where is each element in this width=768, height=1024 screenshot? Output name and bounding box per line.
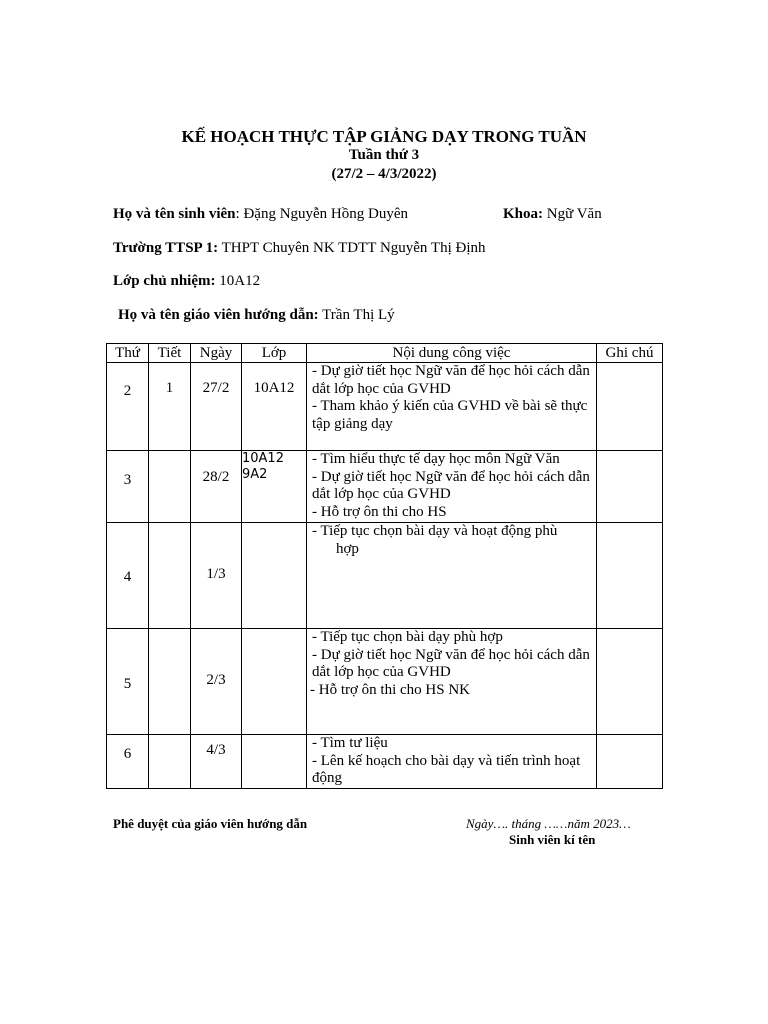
cell-ngay-text: 27/2 (202, 380, 230, 396)
content-line: - Tiếp tục chọn bài dạy và hoạt động phù (312, 523, 558, 539)
school-value: THPT Chuyên NK TDTT Nguyễn Thị Định (218, 240, 486, 256)
cell-thu (107, 451, 149, 523)
table-row (107, 523, 663, 629)
cell-tiet (149, 629, 191, 735)
cell-thu (107, 629, 149, 735)
cell-ngay (191, 523, 242, 629)
content-line: - Dự giờ tiết học Ngữ văn để học hỏi cách dẫn dắt lớp học của GVHD (312, 646, 590, 680)
cell-ngay (191, 451, 242, 523)
signature-label: Sinh viên kí tên (509, 832, 596, 847)
content-line: - Lên kế hoạch cho bài dạy và tiến trình hoạt động (312, 752, 581, 786)
faculty-label: Khoa: (503, 206, 544, 222)
cell-ngay-text: 28/2 (202, 469, 230, 485)
table-row (107, 735, 663, 789)
school-label: Trường TTSP 1: (113, 240, 219, 256)
class-label: Lớp chủ nhiệm: (113, 273, 216, 289)
cell-ghi-chu (597, 363, 663, 451)
cell-ngay (191, 363, 242, 451)
cell-thu-text: 4 (123, 569, 132, 585)
content-line: - Tìm tư liệu (312, 735, 388, 751)
cell-content (307, 735, 597, 789)
content-line: - Dự giờ tiết học Ngữ văn để học hỏi cách dẫn dắt lớp học của GVHD (312, 363, 590, 397)
faculty-value: Ngữ Văn (543, 206, 602, 222)
table-row (107, 629, 663, 735)
cell-lop-text: 10A12 (253, 380, 295, 396)
date-range: (27/2 – 4/3/2022) (331, 166, 437, 182)
cell-ghi-chu (597, 629, 663, 735)
cell-content (307, 363, 597, 451)
col-header-tiet: Tiết (149, 344, 191, 363)
content-line: hợp (336, 540, 359, 557)
cell-thu-text: 5 (123, 676, 132, 692)
cell-tiet (149, 735, 191, 789)
cell-tiet (149, 363, 191, 451)
teacher-value: Trần Thị Lý (318, 307, 395, 323)
cell-thu (107, 735, 149, 789)
cell-lop (242, 451, 307, 523)
content-line: - Hỗ trợ ôn thi cho HS NK (310, 681, 471, 698)
page-title: KẾ HOẠCH THỰC TẬP GIẢNG DẠY TRONG TUẦN (181, 127, 587, 146)
cell-lop-text (242, 451, 284, 483)
cell-thu-text: 2 (123, 383, 132, 399)
cell-lop (242, 735, 307, 789)
table-row (107, 451, 663, 523)
class-info (113, 273, 260, 290)
table-header-row (107, 344, 663, 363)
lop-line: 10A12 (242, 451, 284, 466)
cell-ngay-text: 2/3 (206, 672, 226, 688)
faculty-info (503, 206, 602, 223)
cell-ngay-text: 1/3 (206, 566, 226, 582)
school-info (113, 240, 486, 257)
col-header-noi-dung: Nội dung công việc (307, 344, 597, 363)
col-header-thu: Thứ (107, 344, 149, 363)
week-label: Tuần thứ 3 (348, 147, 420, 163)
class-value: 10A12 (215, 273, 261, 289)
col-header-ngay: Ngày (191, 344, 242, 363)
cell-ghi-chu (597, 451, 663, 523)
cell-lop (242, 629, 307, 735)
cell-content (307, 523, 597, 629)
cell-thu (107, 523, 149, 629)
teacher-label: Họ và tên giáo viên hướng dẫn: (118, 307, 319, 323)
col-header-lop: Lớp (242, 344, 307, 363)
approval-label: Phê duyệt của giáo viên hướng dẫn (113, 816, 308, 831)
cell-ngay (191, 735, 242, 789)
cell-ghi-chu (597, 735, 663, 789)
cell-thu (107, 363, 149, 451)
student-label: Họ và tên sinh viên (113, 206, 236, 222)
cell-thu-text: 3 (123, 472, 132, 488)
student-info (113, 206, 408, 223)
student-name: : Đặng Nguyễn Hồng Duyên (235, 206, 409, 222)
cell-tiet-text: 1 (165, 380, 174, 396)
table-row (107, 363, 663, 451)
teacher-info (118, 307, 395, 324)
cell-ghi-chu (597, 523, 663, 629)
cell-content (307, 451, 597, 523)
content-line: - Tham khảo ý kiến của GVHD về bài sẽ thực tập giảng dạy (312, 398, 588, 432)
weekly-plan-table (106, 343, 663, 789)
content-line: - Tiếp tục chọn bài dạy phù hợp (312, 629, 503, 645)
col-header-ghi-chu: Ghi chú (597, 344, 663, 363)
cell-content (307, 629, 597, 735)
date-line: Ngày…. tháng ……năm 2023… (466, 816, 631, 831)
cell-tiet (149, 451, 191, 523)
content-line: - Dự giờ tiết học Ngữ văn để học hỏi cách dẫn dắt lớp học của GVHD (312, 468, 590, 502)
content-line: - Hỗ trợ ôn thi cho HS (312, 503, 447, 520)
cell-lop (242, 363, 307, 451)
cell-tiet (149, 523, 191, 629)
cell-ngay (191, 629, 242, 735)
cell-lop (242, 523, 307, 629)
content-line: - Tìm hiểu thực tế dạy học môn Ngữ Văn (312, 451, 560, 467)
cell-thu-text: 6 (123, 746, 132, 762)
lop-line: 9A2 (242, 467, 268, 482)
cell-ngay-text: 4/3 (206, 742, 226, 758)
